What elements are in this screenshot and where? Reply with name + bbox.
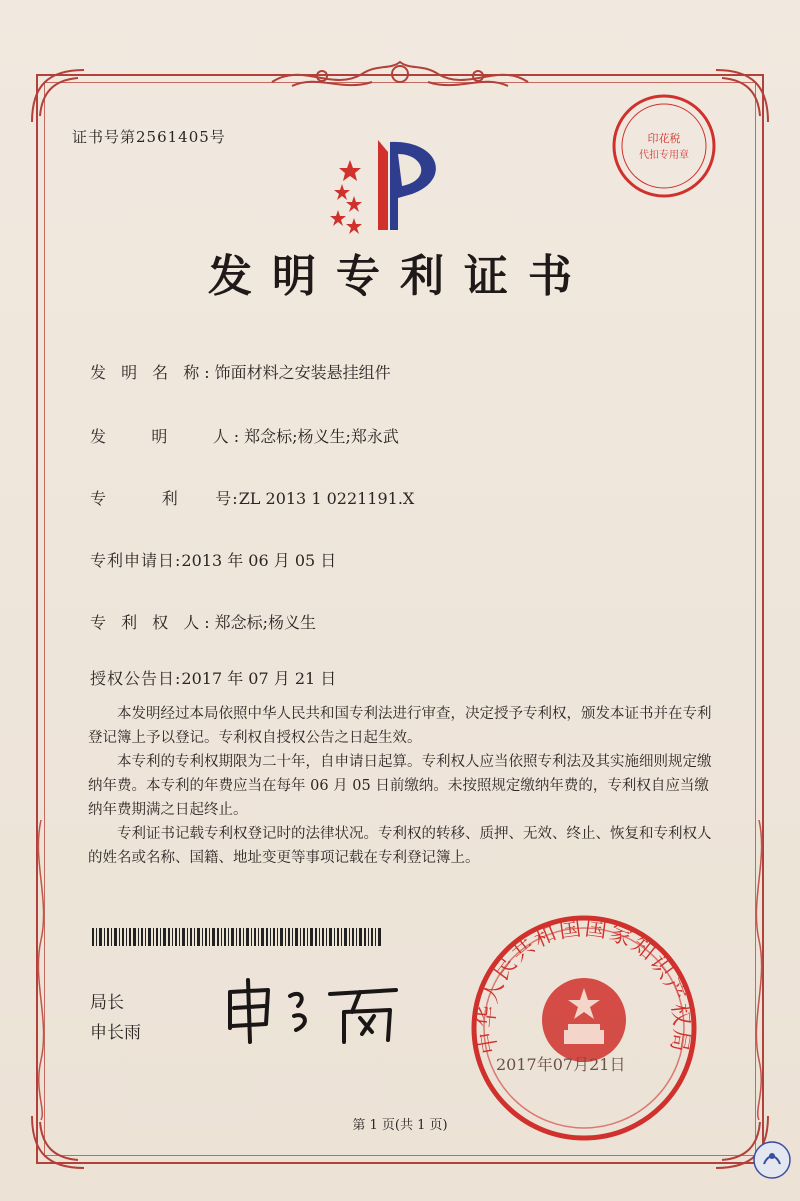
field-label: 专 利 权 人: (90, 613, 215, 632)
field-value: 郑念标;杨义生;郑永武 (244, 427, 399, 446)
corner-ornament-top-right (712, 66, 772, 126)
certificate-title: 发明专利证书 (208, 251, 592, 302)
barcode (92, 928, 382, 946)
certificate-body (88, 702, 720, 870)
left-vine-ornament (30, 820, 52, 1120)
watermark-logo-icon (752, 1140, 792, 1180)
tax-stamp-seal (610, 92, 718, 200)
field-invention-name (90, 360, 391, 383)
body-paragraph: 专利证书记载专利权登记时的法律状况。专利权的转移、质押、无效、终止、恢复和专利权人的姓名或名称、国籍、地址变更等事项记载在专利登记簿上。 (88, 826, 712, 866)
field-patent-number (90, 486, 414, 509)
national-ip-office-seal (468, 912, 700, 1144)
svg-text:代扣专用章: 代扣专用章 (639, 150, 689, 161)
svg-text:印花税: 印花税 (647, 132, 681, 145)
field-patentee (90, 610, 316, 633)
certificate-number: 证书号第2561405号 (72, 128, 226, 146)
field-application-date (90, 548, 336, 571)
field-label: 发 明 人: (90, 427, 245, 446)
field-value: 饰面材料之安装悬挂组件 (214, 363, 391, 382)
field-label: 专利申请日: (90, 551, 182, 570)
field-value: 2013 年 06 月 05 日 (181, 551, 337, 570)
signatory-title: 局长 (90, 993, 124, 1013)
corner-ornament-top-left (28, 66, 88, 126)
page-number: 第 1 页(共 1 页) (352, 1118, 448, 1133)
right-vine-ornament (748, 820, 770, 1120)
field-value: ZL 2013 1 0221191.X (238, 489, 415, 508)
field-value: 郑念标;杨义生 (214, 613, 317, 632)
body-paragraph: 本专利的专利权期限为二十年，自申请日起算。专利权人应当依照专利法及其实施细则规定缴纳年费。本专利的年费应当在每年 06 月 05 日前缴纳。未按照规定缴纳年费的，专利权自应当缴纳年费期满之日起终止。 (88, 754, 712, 818)
patent-emblem-icon (320, 130, 460, 240)
body-paragraph: 本发明经过本局依照中华人民共和国专利法进行审查，决定授予专利权，颁发本证书并在专利登记簿上予以登记。专利权自授权公告之日起生效。 (88, 706, 712, 746)
field-inventor (90, 424, 399, 447)
seal-arc-text: 中华人民共和国国家知识产权局 (474, 915, 694, 1056)
seal-date: 2017年07月21日 (496, 1055, 626, 1074)
handwritten-signature (210, 972, 410, 1052)
signatory-name: 申长雨 (90, 1023, 141, 1043)
field-label: 专 利 号: (90, 489, 239, 508)
top-ornament (262, 52, 538, 96)
national-emblem-icon (542, 978, 626, 1062)
field-value: 2017 年 07 月 21 日 (181, 669, 337, 688)
field-label: 授权公告日: (90, 669, 182, 688)
field-grant-date (90, 666, 336, 689)
field-label: 发 明 名 称: (90, 363, 215, 382)
